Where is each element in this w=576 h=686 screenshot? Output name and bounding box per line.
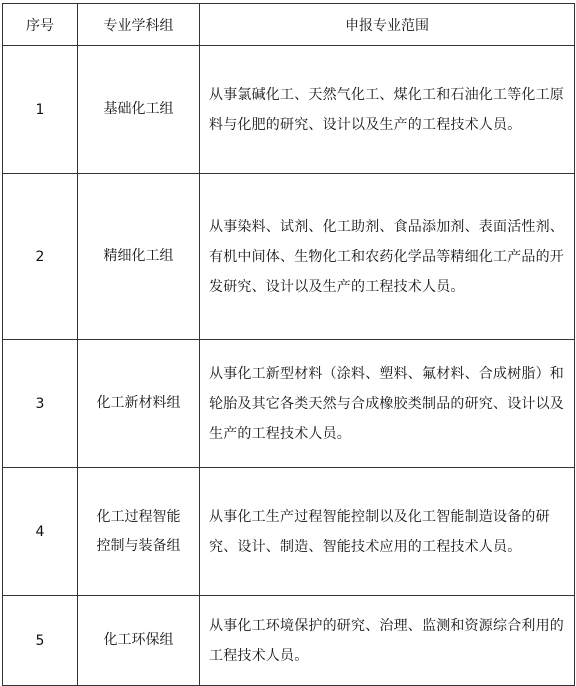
row-num: 4 (3, 468, 78, 596)
row-num: 5 (3, 596, 78, 686)
header-group: 专业学科组 (78, 4, 200, 46)
row-scope: 从事染料、试剂、化工助剂、食品添加剂、表面活性剂、有机中间体、生物化工和农药化学品等精细化工产品的开发研究、设计以及生产的工程技术人员。 (200, 174, 575, 340)
row-group: 化工环保组 (78, 596, 200, 686)
row-group: 精细化工组 (78, 174, 200, 340)
table-row (3, 596, 575, 686)
row-group: 化工新材料组 (78, 340, 200, 468)
row-group: 基础化工组 (78, 46, 200, 174)
header-row (3, 4, 575, 46)
row-num: 3 (3, 340, 78, 468)
table-row (3, 468, 575, 596)
row-num: 2 (3, 174, 78, 340)
row-scope: 从事化工生产过程智能控制以及化工智能制造设备的研究、设计、制造、智能技术应用的工程技术人员。 (200, 468, 575, 596)
header-scope: 申报专业范围 (200, 4, 575, 46)
row-group: 化工过程智能控制与装备组 (78, 468, 200, 596)
header-num: 序号 (3, 4, 78, 46)
row-num: 1 (3, 46, 78, 174)
row-scope: 从事氯碱化工、天然气化工、煤化工和石油化工等化工原料与化肥的研究、设计以及生产的工程技术人员。 (200, 46, 575, 174)
specialty-table (2, 3, 575, 686)
table-row (3, 174, 575, 340)
row-scope: 从事化工环境保护的研究、治理、监测和资源综合利用的工程技术人员。 (200, 596, 575, 686)
table-row (3, 46, 575, 174)
table-row (3, 340, 575, 468)
row-scope: 从事化工新型材料（涂料、塑料、氟材料、合成树脂）和轮胎及其它各类天然与合成橡胶类制品的研究、设计以及生产的工程技术人员。 (200, 340, 575, 468)
